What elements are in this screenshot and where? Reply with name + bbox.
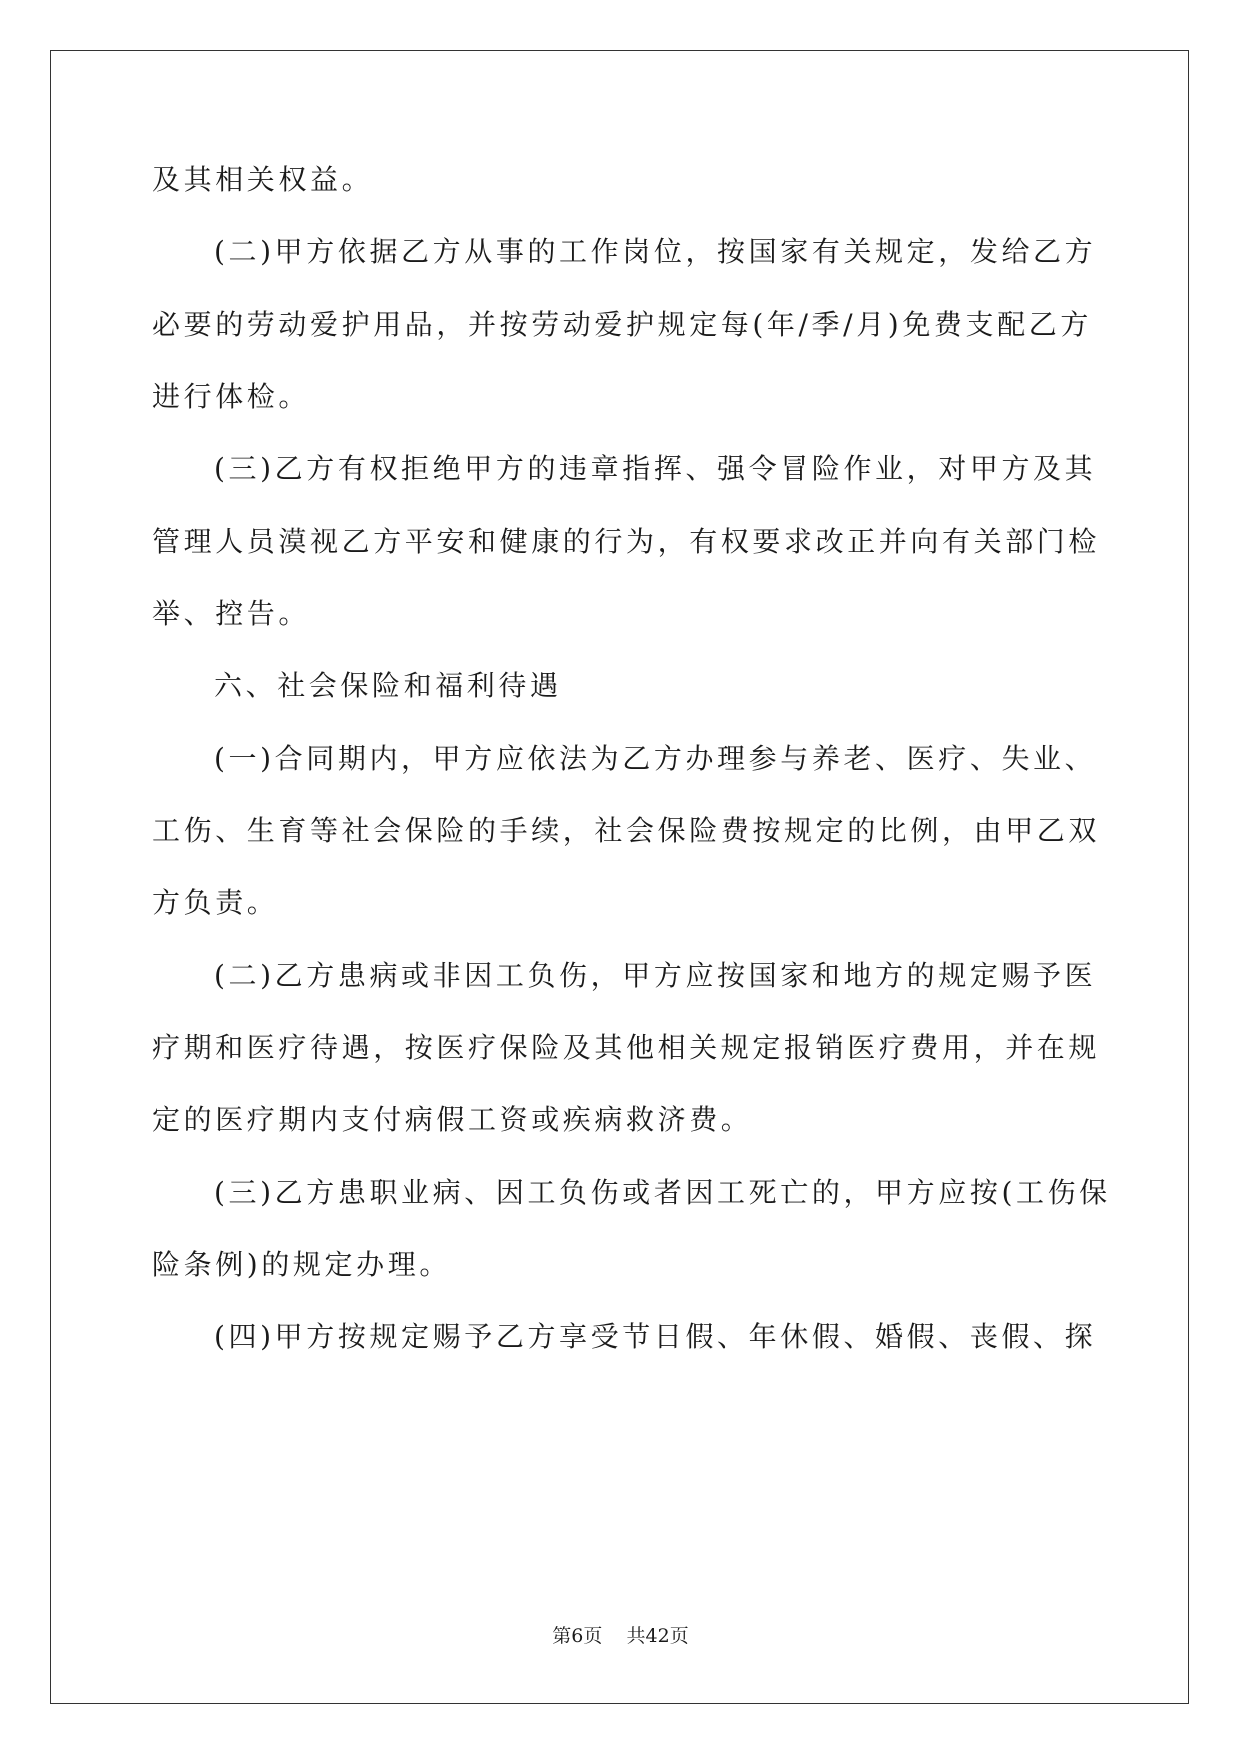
text-line: 定的医疗期内支付病假工资或疾病救济费。 — [152, 1103, 753, 1136]
text-line: 工伤、生育等社会保险的手续，社会保险费按规定的比例，由甲乙双 — [152, 814, 1101, 847]
page-border — [50, 50, 1189, 1704]
text-line: 举、控告。 — [152, 597, 311, 630]
text-line: 进行体检。 — [152, 380, 311, 413]
paragraph-clause-2-line: (二)乙方患病或非因工负伤，甲方应按国家和地方的规定赐予医 — [214, 959, 1097, 992]
section-heading: 六、社会保险和福利待遇 — [214, 669, 562, 702]
paragraph-clause-3-line: (三)乙方患职业病、因工负伤或者因工死亡的，甲方应按(工伤保 — [214, 1176, 1111, 1209]
text-line: 方负责。 — [152, 886, 279, 919]
text-line: 疗期和医疗待遇，按医疗保险及其他相关规定报销医疗费用，并在规 — [152, 1031, 1101, 1064]
text-line: 及其相关权益。 — [152, 163, 374, 196]
paragraph-clause-1-line: (一)合同期内，甲方应依法为乙方办理参与养老、医疗、失业、 — [214, 742, 1097, 775]
text-line: 必要的劳动爱护用品，并按劳动爱护规定每(年/季/月)免费支配乙方 — [152, 308, 1092, 341]
paragraph-clause-2-line: (二)甲方依据乙方从事的工作岗位，按国家有关规定，发给乙方 — [214, 235, 1097, 268]
text-line: 管理人员漠视乙方平安和健康的行为，有权要求改正并向有关部门检 — [152, 525, 1101, 558]
paragraph-clause-4-line: (四)甲方按规定赐予乙方享受节日假、年休假、婚假、丧假、探 — [214, 1320, 1097, 1353]
paragraph-clause-3-line: (三)乙方有权拒绝甲方的违章指挥、强令冒险作业，对甲方及其 — [214, 452, 1097, 485]
text-line: 险条例)的规定办理。 — [152, 1248, 451, 1281]
page-number: 第6页 共42页 — [552, 1625, 689, 1647]
